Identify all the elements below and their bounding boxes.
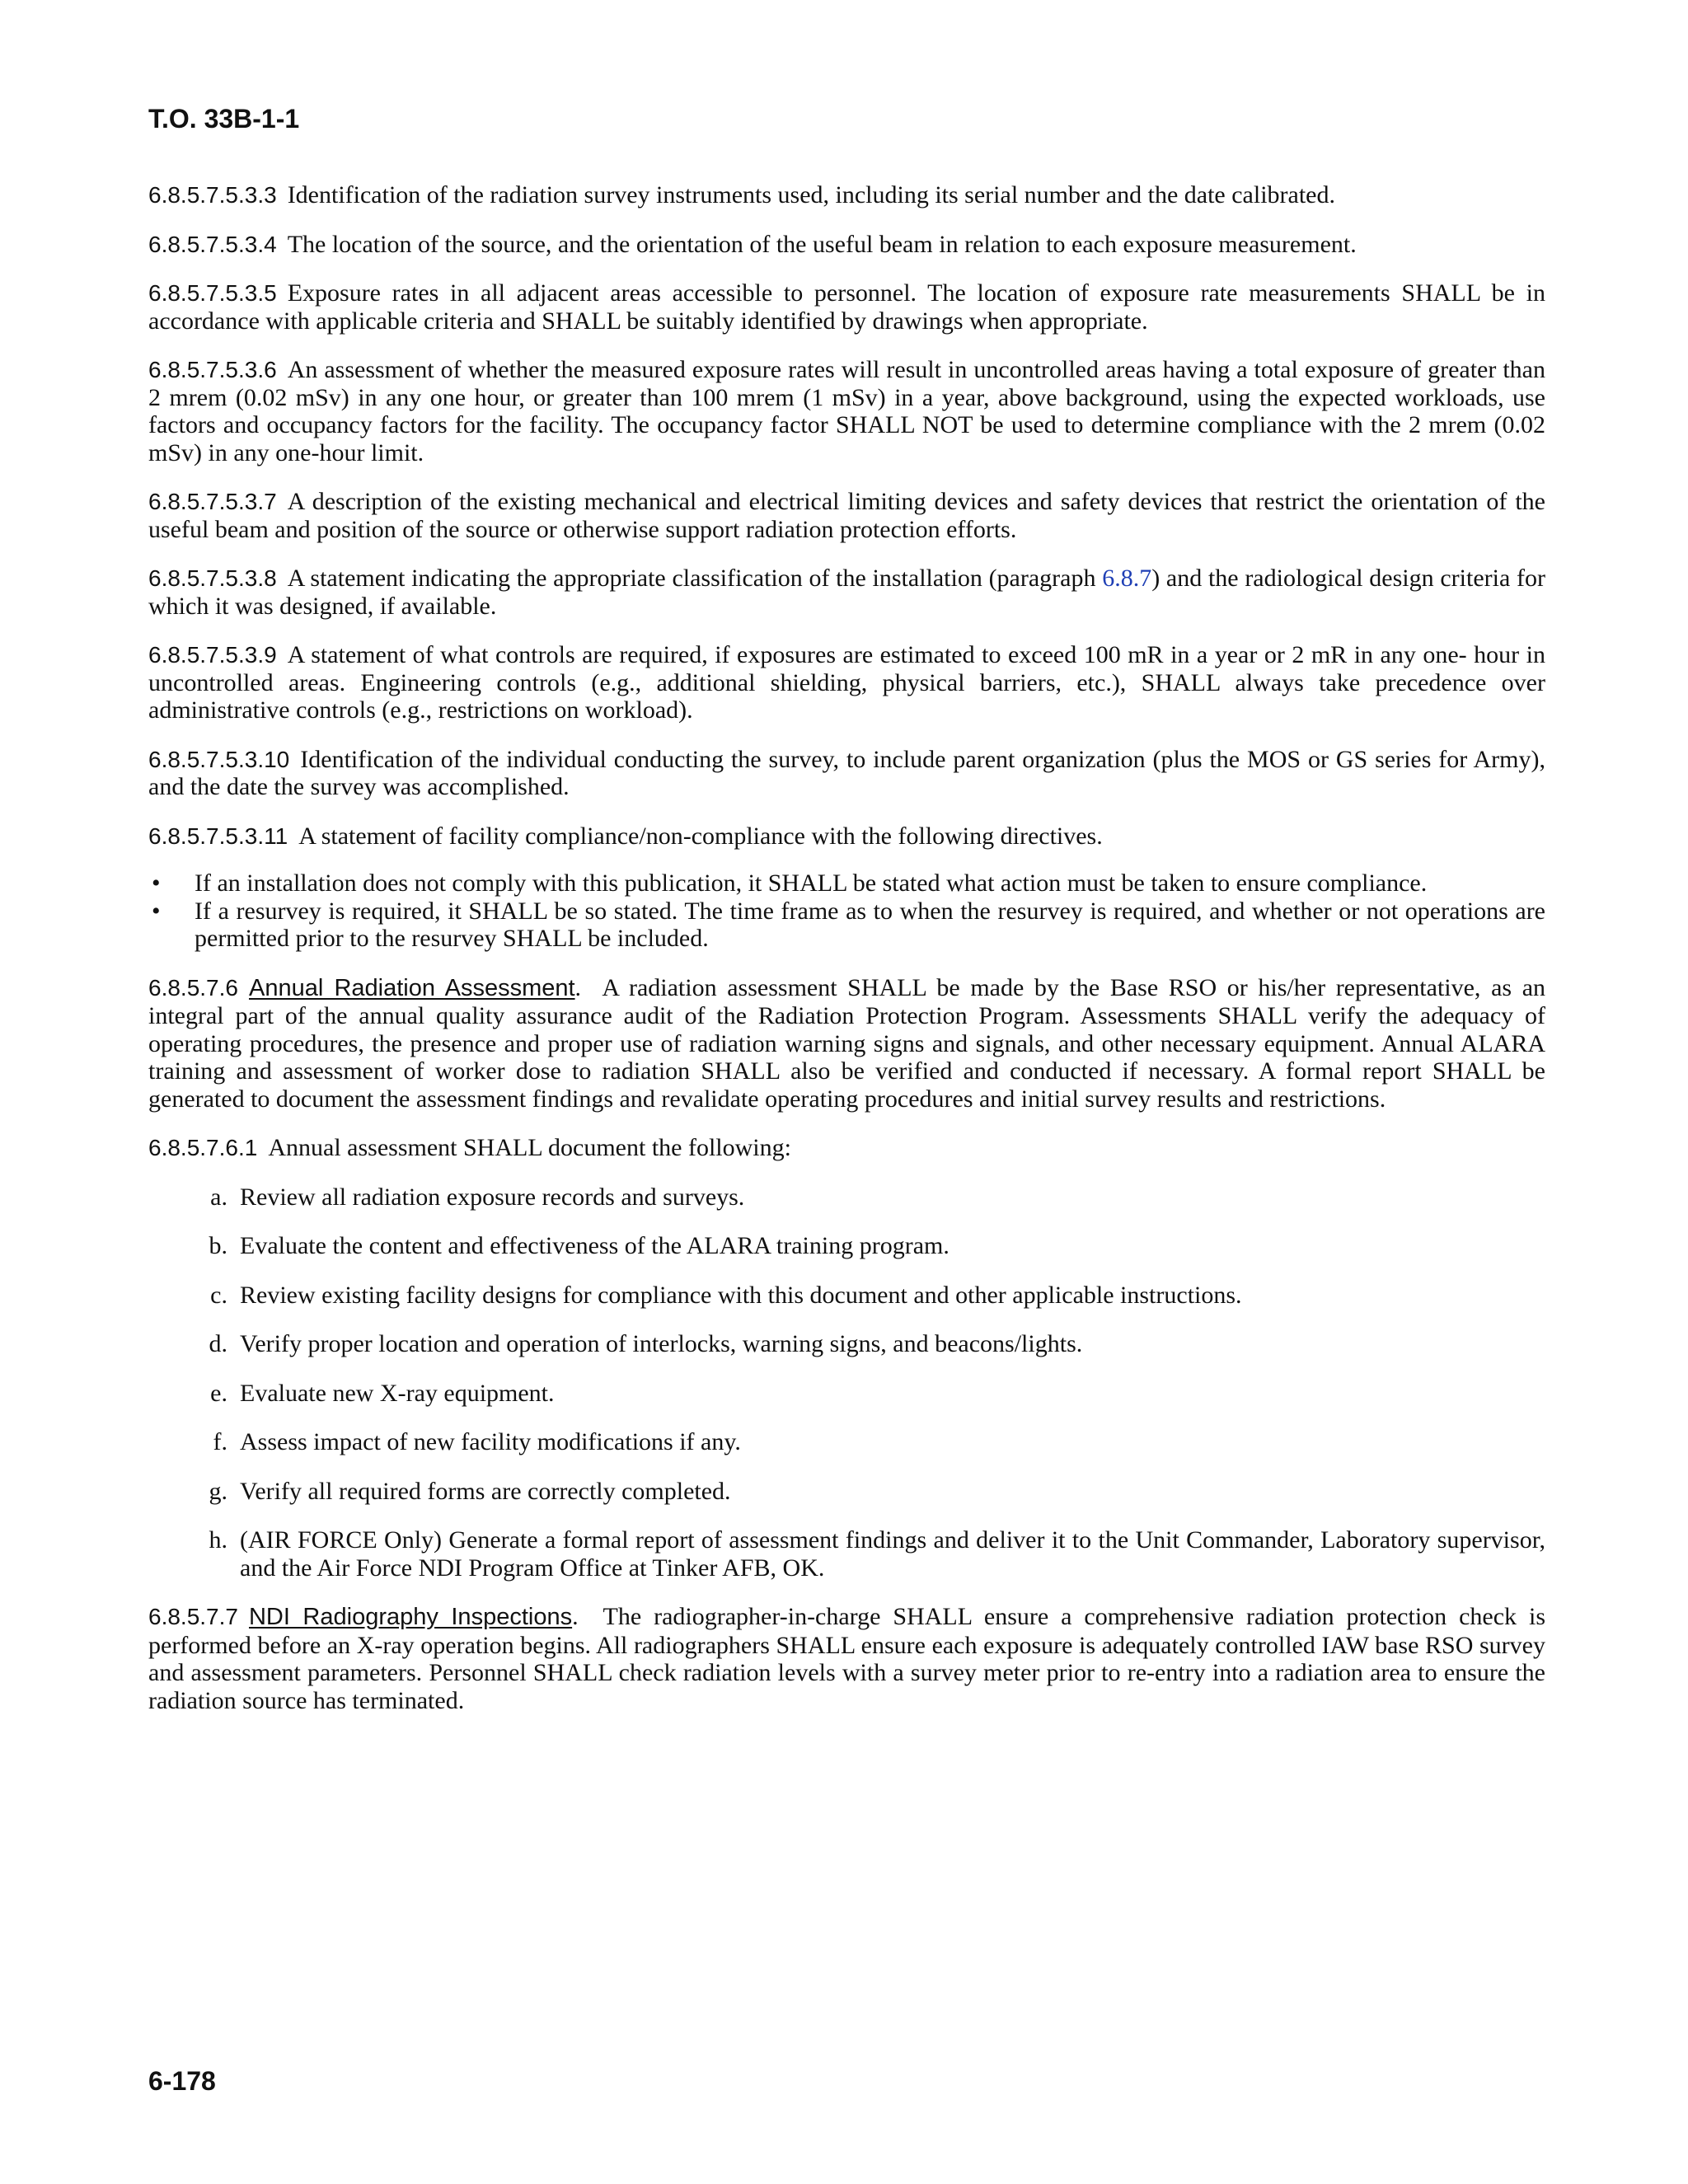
paragraph-text: A radiation assessment SHALL be made by the Base RSO or his/her representative, as an integral part of the annual quality assurance audit of the Radiation Protection Program. Assessments SHALL verify the adequacy of operating procedures, the presence and proper use of radiation warning signs and signals, and other necessary equipment. Annual ALARA training and assessment of worker dose to radiation SHALL also be verified and conducted if necessary. A formal report SHALL be generated to document the assessment findings and revalidate operating procedures and initial survey results and restrictions. <box>148 973 1546 1113</box>
list-item <box>148 1380 1545 1408</box>
paragraph-6-8-5-7-5-3-9 <box>148 641 1545 724</box>
bullet-item <box>148 869 1545 898</box>
paragraph-6-8-5-7-7: 6.8.5.7.7 NDI Radiography Inspections. The radiographer-in-charge SHALL ensure a comprehensive radiation protection check is performed before an X-ray operation begins. All radiographers SHALL ensure each exposure is adequately controlled IAW base RSO survey and assessment parameters. Personnel SHALL check radiation levels with a survey meter prior to re-entry into a radiation area to ensure the radiation source has terminated. <box>148 1603 1546 1714</box>
paragraph-6-8-5-7-5-3-5 <box>148 279 1545 335</box>
list-item-letter: f. <box>213 1428 227 1455</box>
paragraph-text: An assessment of whether the measured exposure rates will result in uncontrolled areas having a total exposure of greater than 2 mrem (0.02 mSv) in any one hour, or greater than 100 mrem (1 mSv) in a year, above background, using the expected workloads, use factors and occupancy factors for the facility. The occupancy factor SHALL NOT be used to determine compliance with the 2 mrem (0.02 mSv) in any one-hour limit. <box>148 356 1545 466</box>
list-item-letter: h. <box>209 1526 227 1554</box>
paragraph-number: 6.8.5.7.5.3.8 <box>148 565 277 591</box>
paragraph-6-8-5-7-5-3-4 <box>148 231 1545 259</box>
paragraph-number: 6.8.5.7.5.3.11 <box>148 823 288 849</box>
paragraph-text: The radiographer-in-charge SHALL ensure a comprehensive radiation protection check is performed before an X-ray operation begins. All radiographers SHALL ensure each exposure is adequately controlled IAW base RSO survey and assessment parameters. Personnel SHALL check radiation levels with a survey meter prior to re-entry into a radiation area to ensure the radiation source has terminated. <box>148 1603 1546 1714</box>
paragraph-number: 6.8.5.7.5.3.5 <box>148 280 277 306</box>
document-page <box>148 0 1545 2184</box>
list-item-text: Evaluate the content and effectiveness of the ALARA training program. <box>240 1232 950 1259</box>
paragraph-6-8-5-7-5-3-6 <box>148 356 1545 466</box>
list-item-letter: b. <box>209 1232 227 1259</box>
paragraph-number: 6.8.5.7.7 <box>148 1604 238 1629</box>
paragraph-text: A statement indicating the appropriate classification of the installation (paragraph <box>287 565 1103 592</box>
document-header: T.O. 33B-1-1 <box>148 104 300 134</box>
assessment-items-list <box>148 1183 1545 1582</box>
list-item-text: Review existing facility designs for compliance with this document and other applicable instructions. <box>240 1281 1242 1309</box>
paragraph-text: The location of the source, and the orientation of the useful beam in relation to each exposure measurement. <box>287 230 1357 258</box>
paragraph-number: 6.8.5.7.5.3.6 <box>148 357 277 382</box>
bullet-icon: • <box>152 897 161 925</box>
paragraph-number: 6.8.5.7.5.3.3 <box>148 182 277 208</box>
paragraph-number: 6.8.5.7.6 <box>148 974 238 1001</box>
bullet-text: If a resurvey is required, it SHALL be so stated. The time frame as to when the resurvey is required, and whether or not operations are permitted prior to the resurvey SHALL be included. <box>195 897 1545 952</box>
paragraph-6-8-5-7-5-3-11 <box>148 823 1545 851</box>
list-item <box>148 1330 1545 1358</box>
paragraph-6-8-5-7-5-3-10 <box>148 746 1545 801</box>
list-item <box>148 1282 1545 1310</box>
paragraph-6-8-5-7-6-1 <box>148 1134 1545 1162</box>
list-item-letter: g. <box>209 1477 227 1505</box>
paragraph-6-8-5-7-5-3-8 <box>148 565 1545 620</box>
list-item-letter: d. <box>209 1330 227 1357</box>
paragraph-text: A description of the existing mechanical and electrical limiting devices and safety devices that restrict the orientation of the useful beam and position of the source or otherwise support radiation protection efforts. <box>148 488 1545 543</box>
bullet-text: If an installation does not comply with this publication, it SHALL be stated what action must be taken to ensure compliance. <box>195 869 1428 897</box>
list-item-letter: c. <box>210 1281 227 1309</box>
list-item <box>148 1183 1545 1212</box>
paragraph-text: A statement of facility compliance/non-compliance with the following directives. <box>298 822 1103 850</box>
directives-bullet-list <box>148 869 1545 953</box>
paragraph-number: 6.8.5.7.5.3.10 <box>148 746 290 772</box>
list-item-text: Verify all required forms are correctly completed. <box>240 1477 731 1505</box>
list-item-text: Evaluate new X-ray equipment. <box>240 1379 555 1407</box>
list-item-letter: a. <box>210 1183 227 1211</box>
bullet-icon: • <box>152 869 161 897</box>
list-item-text: Verify proper location and operation of interlocks, warning signs, and beacons/lights. <box>240 1330 1083 1357</box>
list-item-text: (AIR FORCE Only) Generate a formal report of assessment findings and deliver it to the Unit Commander, Laboratory supervisor, and the Air Force NDI Program Office at Tinker AFB, OK. <box>240 1526 1545 1582</box>
paragraph-text: Identification of the radiation survey instruments used, including its serial number and the date calibrated. <box>287 181 1335 209</box>
paragraph-6-8-5-7-5-3-3 <box>148 181 1545 209</box>
paragraph-number: 6.8.5.7.5.3.9 <box>148 642 277 668</box>
paragraph-6-8-5-7-5-3-7 <box>148 488 1545 543</box>
paragraph-cross-reference-link[interactable]: 6.8.7 <box>1102 565 1152 592</box>
list-item-text: Review all radiation exposure records and surveys. <box>240 1183 745 1211</box>
paragraph-6-8-5-7-6: 6.8.5.7.6 Annual Radiation Assessment. A radiation assessment SHALL be made by the Base RSO or his/her representative, as an integral part of the annual quality assurance audit of the Radiation Protection Program. Assessments SHALL verify the adequacy of operating procedures, the presence and proper use of radiation warning signs and signals, and other necessary equipment. Annual ALARA training and assessment of worker dose to radiation SHALL also be verified and conducted if necessary. A formal report SHALL be generated to document the assessment findings and revalidate operating procedures and initial survey results and restrictions. <box>148 973 1546 1113</box>
paragraph-number: 6.8.5.7.5.3.4 <box>148 231 277 257</box>
paragraph-text-continued: ) and the radiological design criteria for which it was designed, if available. <box>148 565 1545 620</box>
list-item <box>148 1232 1545 1260</box>
list-item <box>148 1478 1545 1506</box>
list-item-letter: e. <box>210 1379 227 1407</box>
page-number: 6-178 <box>148 2066 216 2096</box>
paragraph-text: Identification of the individual conducting the survey, to include parent organization (plus the MOS or GS series for Army), and the date the survey was accomplished. <box>148 745 1545 800</box>
list-item-text: Assess impact of new facility modifications if any. <box>240 1428 741 1455</box>
list-item <box>148 1526 1545 1582</box>
section-title: NDI Radiography Inspections <box>248 1604 573 1630</box>
section-title: Annual Radiation Assessment <box>248 974 575 1001</box>
paragraph-text: Exposure rates in all adjacent areas accessible to personnel. The location of exposure rate measurements SHALL be in accordance with applicable criteria and SHALL be suitably identified by drawings when appropriate. <box>148 279 1545 335</box>
paragraph-text: A statement of what controls are required, if exposures are estimated to exceed 100 mR in a year or 2 mR in any one- hour in uncontrolled areas. Engineering controls (e.g., additional shielding, physical barriers, etc.), SHALL always take precedence over administrative controls (e.g., restrictions on workload). <box>148 641 1545 724</box>
bullet-item <box>148 898 1545 953</box>
paragraph-number: 6.8.5.7.6.1 <box>148 1135 258 1160</box>
list-item <box>148 1428 1545 1456</box>
paragraph-text: Annual assessment SHALL document the following: <box>268 1134 791 1161</box>
document-body <box>148 181 1545 1736</box>
paragraph-number: 6.8.5.7.5.3.7 <box>148 489 277 514</box>
